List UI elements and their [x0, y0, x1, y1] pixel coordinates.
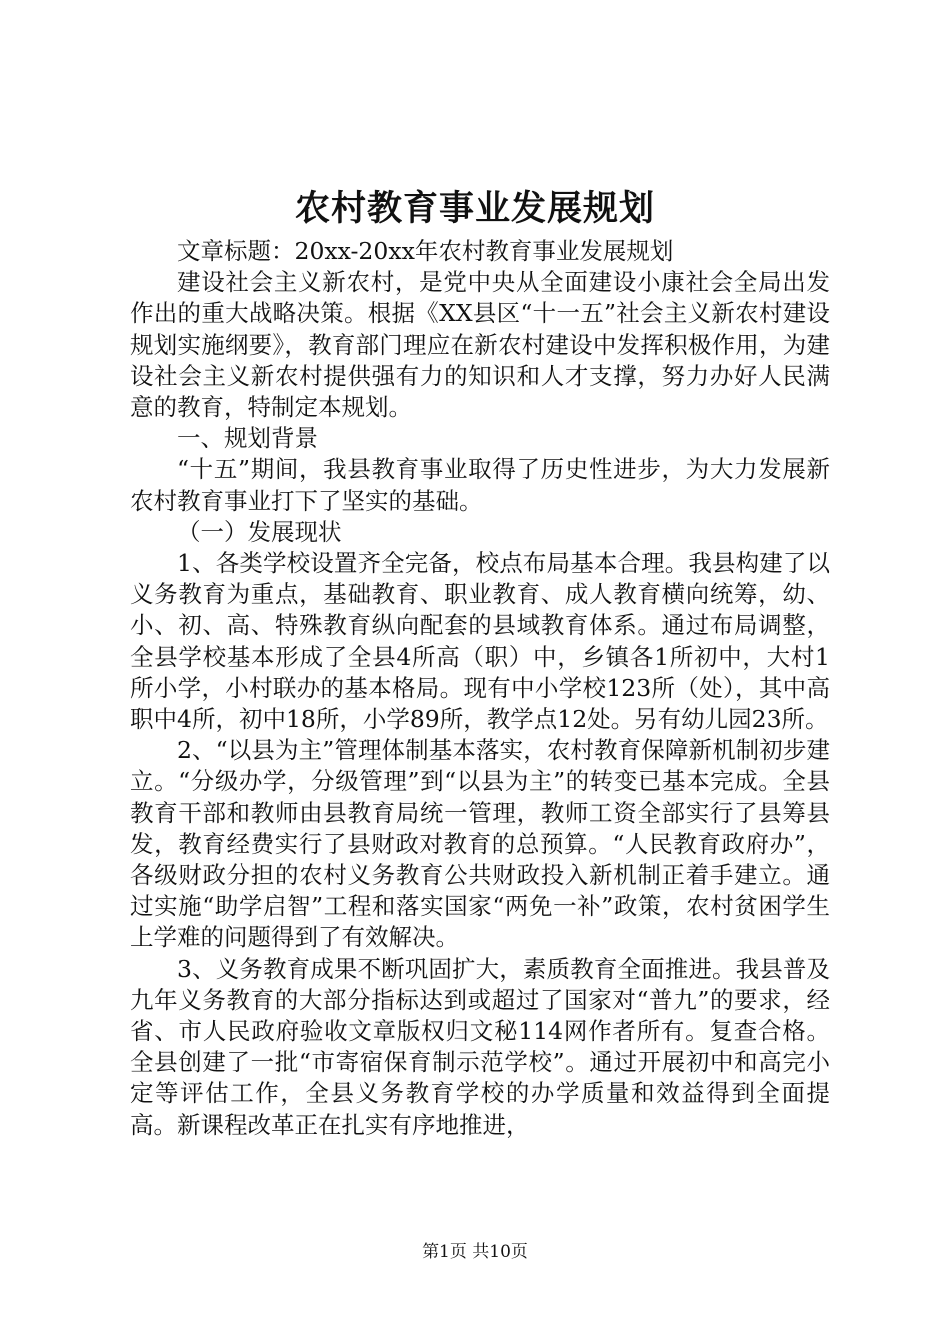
- document-body: [130, 236, 830, 1141]
- paragraph-item-1: 1、各类学校设置齐全完备，校点布局基本合理。我县构建了以义务教育为重点，基础教育、职业教育、成人教育横向统筹，幼、小、初、高、特殊教育纵向配套的县域教育体系。通过布局调整，全县学校基本形成了全县4所高（职）中，乡镇各1所初中，大村1所小学，小村联办的基本格局。现有中小学校123所（处），其中高职中4所，初中18所，小学89所，教学点12处。另有幼儿园23所。: [130, 549, 830, 734]
- document-title: 农村教育事业发展规划: [294, 188, 655, 229]
- paragraph-item-3: 3、义务教育成果不断巩固扩大，素质教育全面推进。我县普及九年义务教育的大部分指标达到或超过了国家对“普九”的要求，经省、市人民政府验收文章版权归文秘114网作者所有。复查合格。全县创建了一批“市寄宿保育制示范学校”。通过开展初中和高完小定等评估工作，全县义务教育学校的办学质量和效益得到全面提高。新课程改革正在扎实有序地推进，: [130, 954, 830, 1139]
- subsection-heading-status: （一）发展现状: [177, 517, 342, 546]
- paragraph-intro: 建设社会主义新农村，是党中央从全面建设小康社会全局出发作出的重大战略决策。根据《XX县区“十一五”社会主义新农村建设规划实施纲要》，教育部门理应在新农村建设中发挥积极作用，为建设社会主义新农村提供强有力的知识和人才支撑，努力办好人民满意的教育，特制定本规划。: [130, 268, 830, 422]
- article-subtitle: 文章标题：20xx-20xx年农村教育事业发展规划: [177, 237, 674, 265]
- section-heading-background: 一、规划背景: [177, 424, 318, 453]
- paragraph-background: “十五”期间，我县教育事业取得了历史性进步，为大力发展新农村教育事业打下了坚实的基础。: [130, 455, 830, 515]
- paragraph-item-2: 2、“以县为主”管理体制基本落实，农村教育保障新机制初步建立。“分级办学，分级管理”到“以县为主”的转变已基本完成。全县教育干部和教师由县教育局统一管理，教师工资全部实行了县筹县发，教育经费实行了县财政对教育的总预算。“人民教育政府办”，各级财政分担的农村义务教育公共财政投入新机制正着手建立。通过实施“助学启智”工程和落实国家“两免一补”政策，农村贫困学生上学难的问题得到了有效解决。: [130, 736, 830, 952]
- page-number: 第1页 共10页: [422, 1242, 528, 1262]
